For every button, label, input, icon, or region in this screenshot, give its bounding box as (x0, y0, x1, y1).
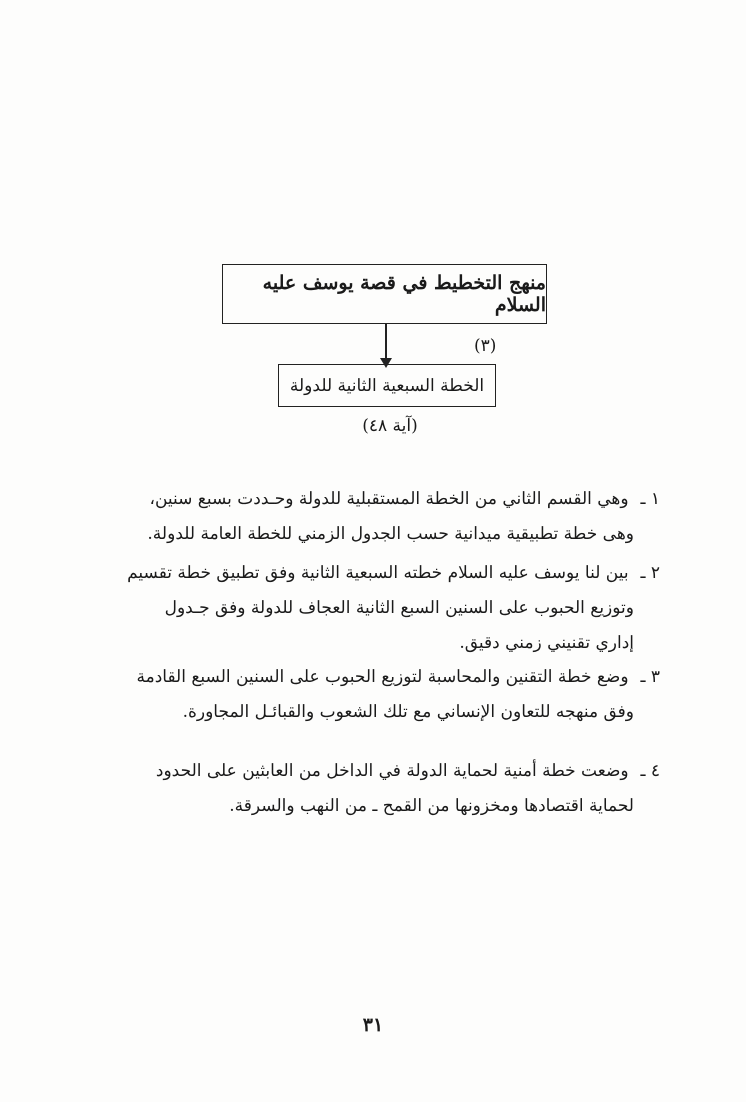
list-item-4 (60, 754, 660, 824)
item-text: بين لنا يوسف عليه السلام خطته السبعية الثانية وفق تطبيق خطة تقسيم (127, 563, 629, 583)
item-text: وضع خطة التقنين والمحاسبة لتوزيع الحبوب على السنين السبع القادمة (136, 667, 629, 687)
item-line: وفق منهجه للتعاون الإنساني مع تلك الشعوب والقبائـل المجاورة. (182, 702, 634, 722)
second-plan-box (278, 364, 496, 407)
list-item-2 (60, 556, 660, 661)
item-line: وتوزيع الحبوب على السنين السبع الثانية العجاف للدولة وفق جـدول (164, 598, 634, 618)
item-line (60, 754, 660, 789)
item-line: لحماية اقتصادها ومخزونها من القمح ـ من النهب والسرقة. (229, 796, 634, 816)
second-plan-text: الخطة السبعية الثانية للدولة (289, 375, 485, 396)
item-line: إداري تقنيني زمني دقيق. (459, 633, 634, 653)
plan-title-text: منهج التخطيط في قصة يوسف عليه السلام (262, 272, 546, 316)
item-line (60, 556, 660, 591)
step-number: (٣) (474, 336, 497, 356)
item-line (60, 660, 660, 695)
item-text: وضعت خطة أمنية لحماية الدولة في الداخل من العابثين على الحدود (155, 761, 629, 781)
item-number: ٤ ـ (640, 761, 660, 781)
item-text: وهي القسم الثاني من الخطة المستقبلية للدولة وحـددت بسبع سنين، (149, 489, 629, 509)
list-item-3 (60, 660, 660, 730)
item-number: ٣ ـ (640, 667, 660, 687)
item-line: وهى خطة تطبيقية ميدانية حسب الجدول الزمني للخطة العامة للدولة. (147, 524, 634, 544)
item-line (60, 482, 660, 517)
item-number: ١ ـ (640, 489, 660, 509)
item-number: ٢ ـ (640, 563, 660, 583)
plan-title-box (222, 264, 547, 324)
list-item-1 (60, 482, 660, 552)
verse-reference: (آية ٤٨) (362, 416, 418, 436)
page-number: ٣١ (362, 1014, 384, 1036)
